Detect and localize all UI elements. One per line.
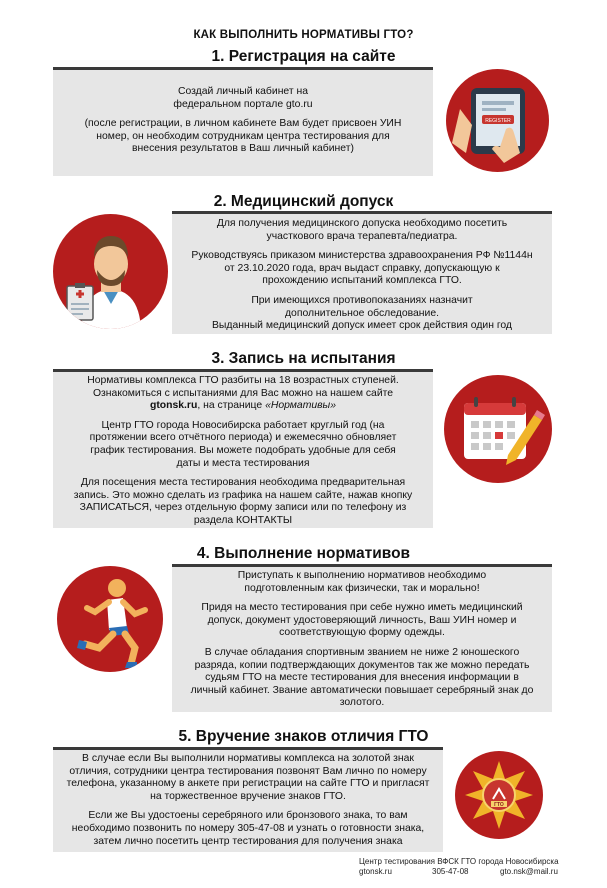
section-4-paragraph-1: Приступать к выполнению нормативов необходимо подготовленным как физически, так и морально!	[237, 570, 487, 594]
section-4-illustration	[57, 566, 163, 672]
section-2-paragraph-4: Выданный медицинский допуск имеет срок действия один год	[212, 320, 512, 332]
calendar-pencil-icon	[444, 375, 552, 483]
footer-phone: 305-47-08	[432, 867, 469, 876]
site-link[interactable]: gtonsk.ru	[149, 400, 198, 412]
section-5-paragraph-1: В случае если Вы выполнили нормативы комплекса на золотой знак отличия, сотрудники центра тестирования позвонят Вам лично по номеру телефона, указанному в анкете при регистрации на сайте ГТО и пригласят на торжественное вручение знаков ГТО.	[66, 753, 430, 802]
doctor-icon	[53, 214, 168, 329]
section-5-illustration	[455, 751, 543, 839]
section-1-paragraph-2: (после регистрации, в личном кабинете Вам будет присвоен УИН номер, он необходим сотрудникам центра тестирования для внесения результатов в Ваш личный кабинет)	[84, 118, 402, 155]
register-button-label: REGISTER	[485, 118, 511, 124]
runner-icon	[57, 566, 163, 672]
section-1-paragraph-1: Создай личный кабинет на федеральном портале gto.ru	[173, 86, 313, 110]
section-5-paragraph-2: Если же Вы удостоены серебряного или бронзового знака, то вам необходимо позвонить по номеру 305-47-08 и узнать о готовности знака, затем лично посетить центр тестирования для получения знака	[71, 810, 425, 847]
normatives-page-link[interactable]: «Нормативы»	[265, 400, 336, 412]
gto-badge-icon	[455, 751, 543, 839]
section-2-paragraph-1: Для получения медицинского допуска необходимо посетить участкового врача терапевта/педиатра.	[216, 218, 508, 242]
section-5-content	[53, 750, 443, 852]
section-4-heading: 4. Выполнение нормативов	[196, 545, 411, 562]
section-2-heading: 2. Медицинский допуск	[213, 193, 394, 210]
section-1-illustration	[446, 69, 549, 172]
footer-org: Центр тестирования ВФСК ГТО города Новосибирска	[359, 857, 559, 866]
section-2-paragraph-3: При имеющихся противопоказаниях назначит дополнительное обследование.	[251, 294, 473, 319]
badge-label: ГТО	[494, 802, 504, 808]
section-3-paragraph-3: Для посещения места тестирования необходима предварительная запись. Это можно сделать из графика на нашем сайте, нажав кнопку ЗАПИСАТЬСЯ, через отдельную форму записи или по телефону из раздела КОНТАКТЫ	[73, 477, 413, 526]
section-3-paragraph-2: Центр ГТО города Новосибирска работает круглый год (на протяжении всего отчётного периода) и ежемесячно обновляет график тестирования. Вы можете подобрать удобные для себя даты и места тестирования	[89, 419, 397, 469]
section-2-illustration	[53, 214, 168, 329]
section-2-paragraph-2: Руководствуясь приказом министерства здравоохранения РФ №1144н от 23.10.2020 года, врач выдаст справку, допускающую к прохождению испытаний комплекса ГТО.	[191, 250, 533, 287]
section-5-heading: 5. Вручение знаков отличия ГТО	[178, 728, 429, 745]
section-1-heading: 1. Регистрация на сайте	[211, 48, 396, 65]
footer-site[interactable]: gtonsk.ru	[359, 867, 392, 876]
section-2-content	[172, 214, 552, 334]
section-1-content	[53, 70, 433, 176]
section-4-content	[172, 567, 552, 712]
tablet-register-icon	[446, 69, 549, 172]
section-4-paragraph-3: В случае обладания спортивным званием не ниже 2 юношеского разряда, копии подтверждающих документов так же можно передать судьям ГТО на месте тестирования для внесения информации в личный кабинет. Звание автоматически повышает серебряный знак до золотого.	[190, 646, 534, 709]
section-3-page-prefix: , на странице	[197, 400, 263, 412]
section-3-illustration	[444, 375, 552, 483]
footer-email[interactable]: gto.nsk@mail.ru	[500, 867, 558, 876]
section-3-content	[53, 372, 433, 528]
page-title: КАК ВЫПОЛНИТЬ НОРМАТИВЫ ГТО?	[193, 29, 414, 41]
section-3-heading: 3. Запись на испытания	[211, 350, 396, 367]
section-3-paragraph-1: Нормативы комплекса ГТО разбиты на 18 возрастных ступеней. Ознакомиться с испытаниями для Вас можно на нашем сайте	[87, 375, 399, 399]
section-4-paragraph-2: Придя на место тестирования при себе нужно иметь медицинский допуск, документ удостоверяющий личность, Ваш УИН номер и соответствующую форму одежды.	[201, 602, 523, 639]
